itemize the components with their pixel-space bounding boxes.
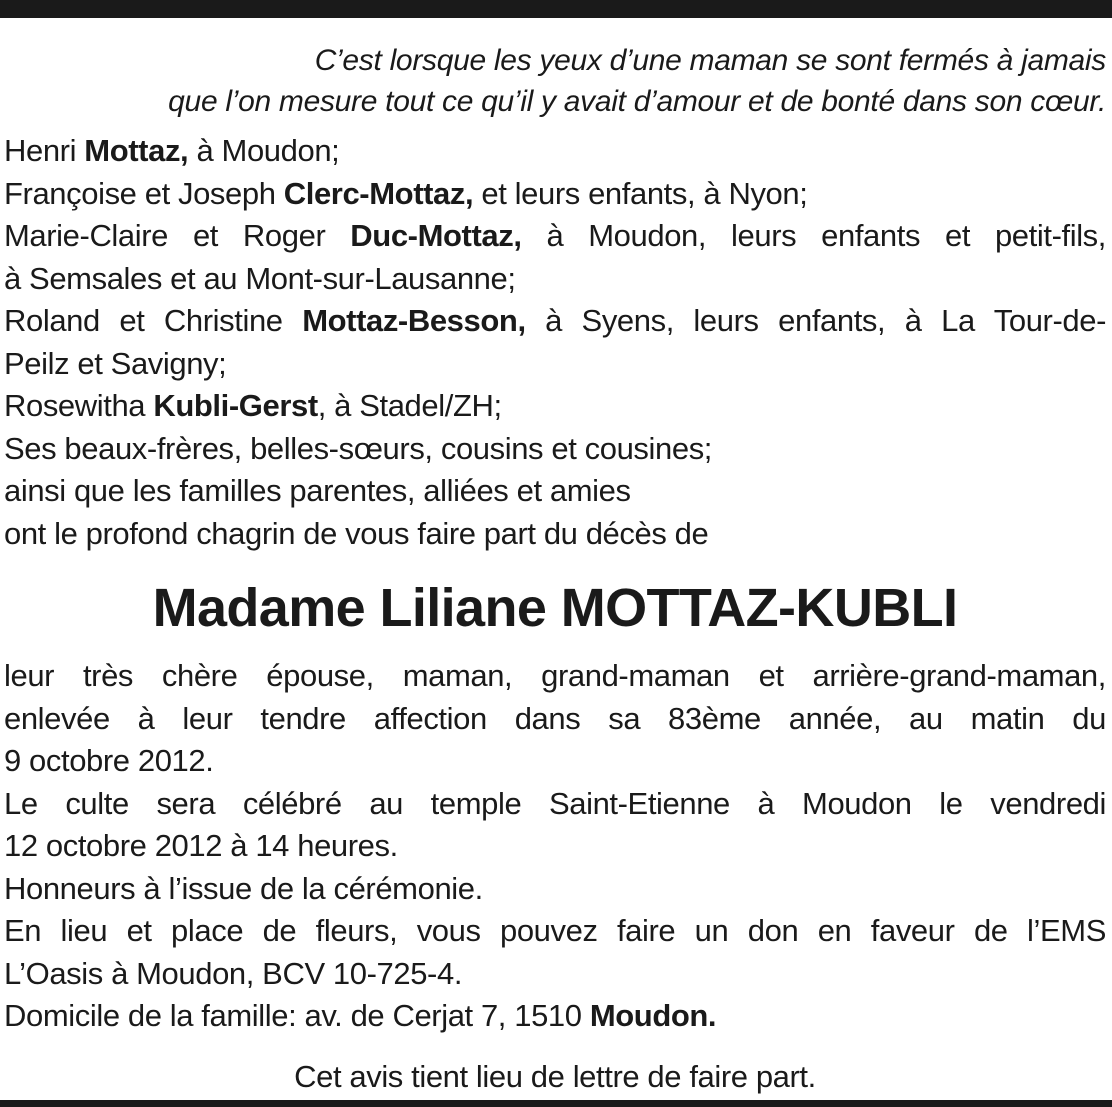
family-line-roland-cont: Peilz et Savigny; (4, 345, 227, 381)
family-line-marie-claire-cont: à Semsales et au Mont-sur-Lausanne; (4, 260, 516, 296)
domicile-line: Domicile de la famille: av. de Cerjat 7, 1510 Moudon. (4, 998, 717, 1033)
obituary-notice (0, 40, 1106, 1098)
family-line-marie-claire: Marie-Claire et Roger Duc-Mottaz, à Moudon, leurs enfants et petit-fils, (4, 218, 1106, 253)
top-rule (0, 0, 1112, 18)
body-line: enlevée à leur tendre affection dans sa 83ème année, au matin du (4, 700, 1106, 736)
deceased-name: Madame Liliane MOTTAZ-KUBLI (152, 578, 958, 638)
quote-line: C’est lorsque les yeux d’une maman se sont fermés à jamais (314, 44, 1106, 77)
family-line-beaux: Ses beaux-frères, belles-sœurs, cousins et cousines; (4, 430, 713, 466)
family-line-francoise: Françoise et Joseph Clerc-Mottaz, et leurs enfants, à Nyon; (4, 175, 808, 211)
bottom-rule (0, 1100, 1112, 1107)
family-surname: Kubli-Gerst (153, 388, 318, 423)
family-line-familles: ainsi que les familles parentes, alliées et amies (4, 473, 631, 508)
family-line-roland: Roland et Christine Mottaz-Besson, à Syens, leurs enfants, à La Tour-de- (4, 303, 1107, 338)
body-line: 12 octobre 2012 à 14 heures. (4, 828, 398, 863)
family-line-rosewitha: Rosewitha Kubli-Gerst, à Stadel/ZH; (4, 388, 502, 423)
family-surname: Clerc-Mottaz, (283, 175, 474, 211)
family-surname: Duc-Mottaz, (350, 218, 522, 253)
body-line: L’Oasis à Moudon, BCV 10-725-4. (4, 955, 463, 991)
body-line: En lieu et place de fleurs, vous pouvez faire un don en faveur de l’EMS (4, 913, 1106, 948)
closing-note: Cet avis tient lieu de lettre de faire part. (294, 1058, 816, 1094)
body-line: leur très chère épouse, maman, grand-maman et arrière-grand-maman, (4, 658, 1106, 693)
epigraph-quote (4, 40, 1106, 122)
family-line-chagrin: ont le profond chagrin de vous faire part du décès de (4, 515, 709, 551)
quote-line: que l’on mesure tout ce qu’il y avait d’amour et de bonté dans son cœur. (168, 85, 1106, 118)
family-surname: Mottaz-Besson, (302, 303, 526, 338)
body-line: Le culte sera célébré au temple Saint-Etienne à Moudon le vendredi (4, 785, 1106, 821)
body-line: 9 octobre 2012. (4, 743, 214, 778)
body-line: Honneurs à l’issue de la cérémonie. (4, 870, 483, 906)
domicile-town: Moudon. (589, 998, 717, 1033)
family-surname: Mottaz, (84, 133, 189, 168)
family-line-henri: Henri Mottaz, à Moudon; (4, 133, 340, 168)
